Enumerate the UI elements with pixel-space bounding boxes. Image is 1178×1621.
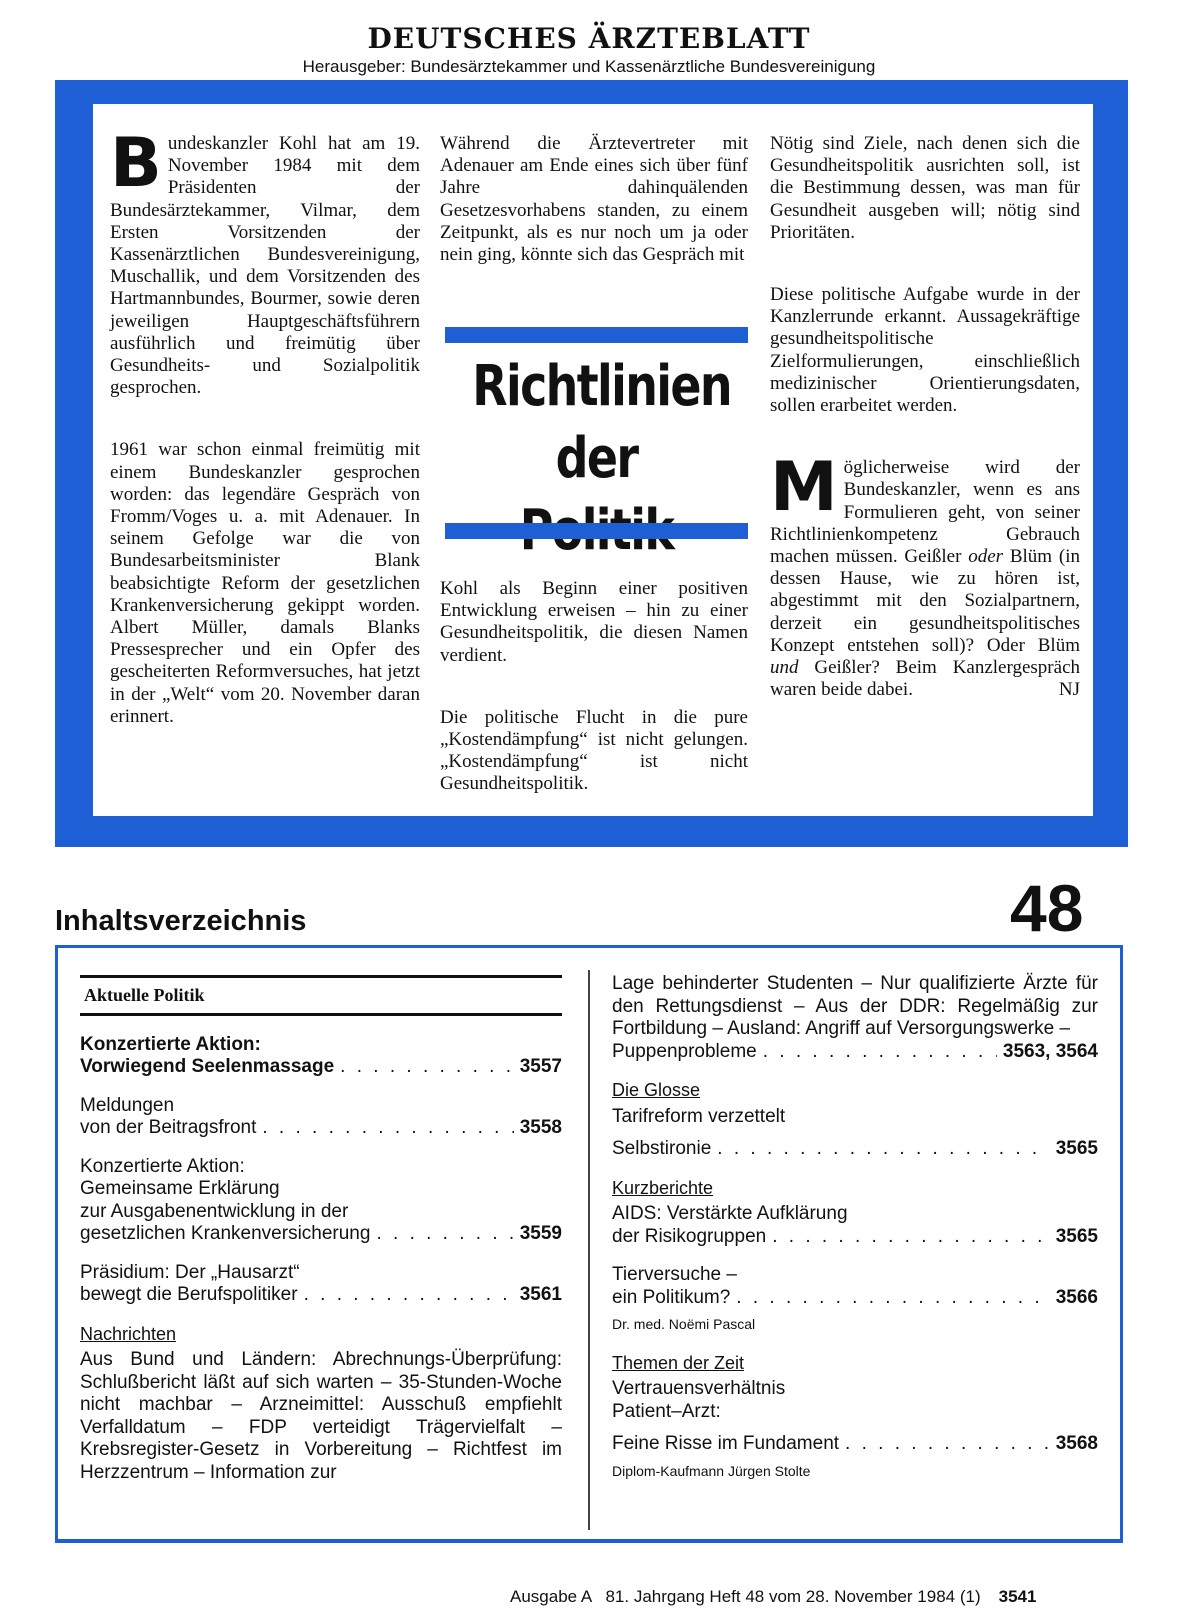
page-number: 3566 [1055, 1286, 1098, 1308]
toc-entry[interactable]: Präsidium: Der „Hausarzt“ bewegt die Berufspolitiker . . . 3561 [80, 1262, 562, 1307]
leader-dots [340, 1056, 514, 1079]
leader-dots [763, 1041, 997, 1064]
issue-number: 48 [1010, 871, 1084, 945]
article-column-3 [770, 133, 1080, 701]
leader-dots [772, 1226, 1050, 1249]
article-paragraph: Die politische Flucht in die pure „Kostendämpfung“ ist nicht gelungen. „Kostendämpfung“ ist nicht Gesundheitspolitik. [440, 706, 748, 795]
page-number: 3563, 3564 [1002, 1040, 1098, 1062]
leader-dots [376, 1223, 513, 1246]
article-column-2-bottom [440, 578, 748, 796]
page-number: 3558 [519, 1117, 562, 1138]
page-number: 3557 [519, 1056, 562, 1077]
headline-line: der [555, 426, 638, 491]
leader-dots [736, 1287, 1049, 1310]
toc-section-heading: Aktuelle Politik [80, 978, 562, 1016]
headline-rule-bottom [445, 523, 748, 539]
leader-dots [845, 1433, 1050, 1456]
article-paragraph [110, 124, 420, 399]
article-paragraph: Kohl als Beginn einer positiven Entwicklung erweisen – hin zu einer Gesundheitspolitik, die diesen Namen verdient. [440, 578, 748, 666]
toc-section-label: Die Glosse [612, 1080, 701, 1100]
toc-section-label: Kurzberichte [612, 1177, 714, 1198]
toc-entry[interactable]: AIDS: Verstärkte Aufklärung der Risikogruppen . . . 3565 [612, 1203, 1098, 1248]
toc-section-label: Themen der Zeit [612, 1352, 745, 1373]
toc-title: Inhaltsverzeichnis [55, 905, 307, 937]
toc-entry[interactable]: Tierversuche – ein Politikum? . . . 3566 Dr. med. Noëmi Pascal [612, 1264, 1098, 1336]
article-paragraph: Diese politische Aufgabe wurde in der Kanzlerrunde erkannt. Aussagekräftige gesundheitspolitische Zielformulierungen, einschließlich medizinischer Orientierungsdaten, sollen erarbeitet werden. [770, 284, 1080, 417]
article-paragraph: 1961 war schon einmal freimütig mit einem Bundeskanzler gesprochen worden: das legendäre Gespräch von Fromm/Voges u. a. mit Adenauer. In seinem Gefolge war die von Bundesarbeitsminister Blank beabsichtigte Reform der gesetzlichen Krankenversicherung gekippt worden. Albert Müller, damals Blanks Pressesprecher und ein Opfer des gescheiterten Reformversuches, hat jetzt in der „Welt“ vom 20. November daran erinnert. [110, 439, 420, 727]
leader-dots [262, 1117, 513, 1140]
publisher-line: Herausgeber: Bundesärztekammer und Kassenärztliche Bundesvereinigung [302, 57, 876, 76]
toc-entry[interactable]: Konzertierte Aktion: Vorwiegend Seelenmassage . . . 3557 [80, 1034, 562, 1079]
headline-line: Richtlinien [472, 354, 731, 419]
author-credit: Diplom-Kaufmann Jürgen Stolte [612, 1462, 811, 1479]
drop-cap: B [110, 124, 162, 203]
article-paragraph: Nötig sind Ziele, nach denen sich die Gesundheitspolitik ausrichten soll, ist die Bestimmung dessen, was man für Gesundheit ausgeben will; nötig sind Prioritäten. [770, 133, 1080, 243]
folio-page-number: 3541 [998, 1587, 1037, 1606]
headline-rule-top [445, 327, 748, 343]
author-credit: Dr. med. Noëmi Pascal [612, 1316, 756, 1332]
toc-entry[interactable]: Konzertierte Aktion: Gemeinsame Erklärung zur Ausgabenentwicklung in der gesetzlichen Krankenversicherung . . . 3559 [80, 1156, 562, 1246]
toc-entry[interactable]: Vertrauensverhältnis Patient–Arzt: Feine Risse im Fundament . . . 3568 Diplom-Kaufmann Jürgen Stolte [612, 1378, 1098, 1482]
leader-dots [717, 1138, 1049, 1161]
toc-left-column [80, 975, 562, 1484]
toc-section-label: Nachrichten [80, 1323, 177, 1344]
toc-entry[interactable]: Meldungen von der Beitragsfront . . . 3558 [80, 1095, 562, 1140]
leader-dots [304, 1284, 514, 1307]
page-footer [510, 1587, 1036, 1607]
paragraph-text: undeskanzler Kohl hat am 19. November 1984 mit dem Präsidenten der Bundesärztekammer, Vilmar, dem Ersten Vorsitzenden der Kassenärztlichen Bundesvereinigung, Muschallik, und dem Vorsitzenden des Hartmannbundes, Bourmer, sowie deren jeweiligen Hauptgeschäftsführern ausführlich und freimütig über Gesundheits- und Sozialpolitik gesprochen. [110, 133, 420, 399]
page-number: 3559 [519, 1223, 562, 1244]
toc-entry[interactable]: Tarifreform verzettelt Selbstironie . . . 3565 [612, 1106, 1098, 1161]
issue-info: Ausgabe A 81. Jahrgang Heft 48 vom 28. November 1984 (1) [510, 1587, 981, 1606]
drop-cap: M [770, 448, 838, 528]
article-paragraph: Während die Ärztevertreter mit Adenauer am Ende eines sich über fünf Jahre dahinquälenden Gesetzesvorhabens standen, zu einem Zeitpunkt, als es nur noch um ja oder nein ging, könnte sich das Gespräch mit [440, 133, 748, 266]
toc-entry[interactable]: Lage behinderter Studenten – Nur qualifizierte Ärzte für den Rettungsdienst – Aus der DDR: Regelmäßig zur Fortbildung – Ausland: Angriff auf Versorgungswerke – Puppenprobleme . . . 3563, 3564 [612, 973, 1098, 1063]
journal-title: DEUTSCHES ÄRZTEBLATT [367, 22, 811, 55]
page-number: 3565 [1055, 1225, 1098, 1247]
article-paragraph: Möglicherweise wird der Bundeskanzler, wenn es ans Formulieren geht, von seiner Richtlinienkompetenz Gebrauch machen müssen. Geißler oder Blüm (in dessen Hause, wie zu hören ist, abgestimmt mit den Sozialpartnern, derzeit ein gesundheitspolitisches Konzept entstehen soll)? Oder Blüm und Geißler? Beim Kanzlergespräch waren beide dabei. NJ [770, 448, 1080, 701]
page-number: 3568 [1055, 1433, 1098, 1454]
page-number: 3561 [519, 1284, 562, 1305]
author-initials: NJ [1058, 679, 1080, 701]
page-number: 3565 [1055, 1138, 1098, 1159]
article-column-2-top [440, 133, 748, 266]
article-column-1 [110, 124, 420, 728]
news-summary[interactable]: Aus Bund und Ländern: Abrechnungs-Überprüfung: Schlußbericht läßt auf sich warten – 35-Stunden-Woche nicht machbar – Arzneimittel: Ausschuß empfiehlt Verfalldatum – FDP verteidigt Trägervielfalt – Krebsregister-Gesetz in Vorbereitung – Richtfest im Herzzentrum – Information zur [80, 1349, 562, 1483]
toc-column-divider [588, 970, 590, 1530]
headline-block [445, 327, 748, 539]
toc-right-column [612, 973, 1098, 1498]
masthead [0, 22, 1178, 77]
